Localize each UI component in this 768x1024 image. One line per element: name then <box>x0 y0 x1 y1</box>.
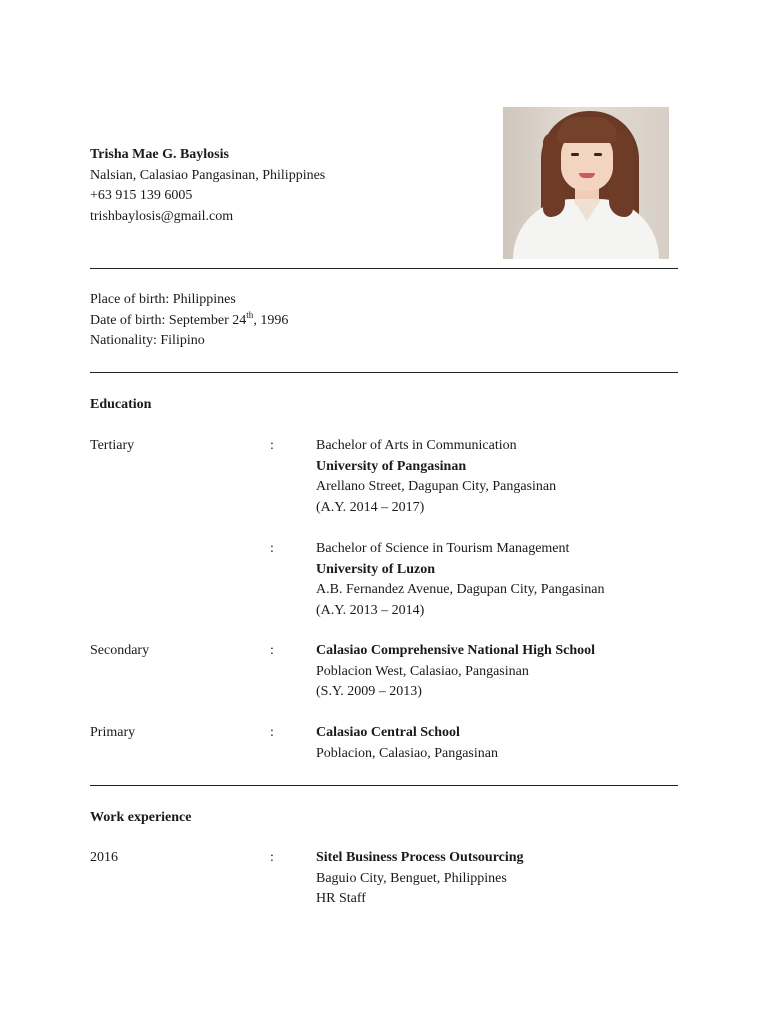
entry-line: Bachelor of Arts in Communication <box>316 438 517 453</box>
entry-line: Bachelor of Science in Tourism Management <box>316 541 570 556</box>
divider <box>90 268 678 269</box>
place-of-birth: Place of birth: Philippines <box>90 292 236 307</box>
entry-label: Tertiary <box>90 438 135 453</box>
contact-block <box>90 145 325 227</box>
email: trishbaylosis@gmail.com <box>90 208 234 224</box>
address: Nalsian, Calasiao Pangasinan, Philippines <box>90 167 326 183</box>
entry-line: Arellano Street, Dagupan City, Pangasinan <box>316 479 557 494</box>
education-heading: Education <box>90 397 152 412</box>
entry-details <box>316 539 605 621</box>
entry-colon: : <box>270 438 274 453</box>
entry-line: A.B. Fernandez Avenue, Dagupan City, Pangasinan <box>316 582 605 597</box>
date-of-birth: Date of birth: September 24th, 1996 <box>90 309 289 328</box>
entry-colon: : <box>270 725 274 740</box>
entry-colon: : <box>270 850 274 865</box>
entry-details <box>316 848 524 910</box>
phone: +63 915 139 6005 <box>90 188 193 203</box>
candidate-name: Trisha Mae G. Baylosis <box>90 147 229 162</box>
entry-line: HR Staff <box>316 891 366 906</box>
entry-line: (S.Y. 2009 – 2013) <box>316 684 422 699</box>
entry-line: Sitel Business Process Outsourcing <box>316 850 524 865</box>
divider <box>90 785 678 786</box>
entry-line: Baguio City, Benguet, Philippines <box>316 870 507 886</box>
entry-details <box>316 723 498 764</box>
entry-line: Calasiao Central School <box>316 725 460 740</box>
entry-details <box>316 436 556 518</box>
entry-label: Secondary <box>90 643 150 658</box>
work-heading: Work experience <box>90 810 192 825</box>
divider <box>90 372 678 373</box>
entry-line: Poblacion West, Calasiao, Pangasinan <box>316 663 529 679</box>
entry-colon: : <box>270 643 274 658</box>
profile-photo <box>503 107 669 259</box>
entry-label: Primary <box>90 725 136 740</box>
entry-details <box>316 641 595 703</box>
entry-line: Poblacion, Calasiao, Pangasinan <box>316 745 498 761</box>
entry-line: (A.Y. 2013 – 2014) <box>316 602 425 618</box>
entry-line: University of Luzon <box>316 561 435 577</box>
personal-details <box>90 290 288 352</box>
entry-line: (A.Y. 2014 – 2017) <box>316 499 425 515</box>
nationality: Nationality: Filipino <box>90 333 205 348</box>
entry-line: University of Pangasinan <box>316 458 467 474</box>
entry-label: 2016 <box>90 850 118 865</box>
entry-line: Calasiao Comprehensive National High School <box>316 643 595 658</box>
entry-colon: : <box>270 541 274 556</box>
